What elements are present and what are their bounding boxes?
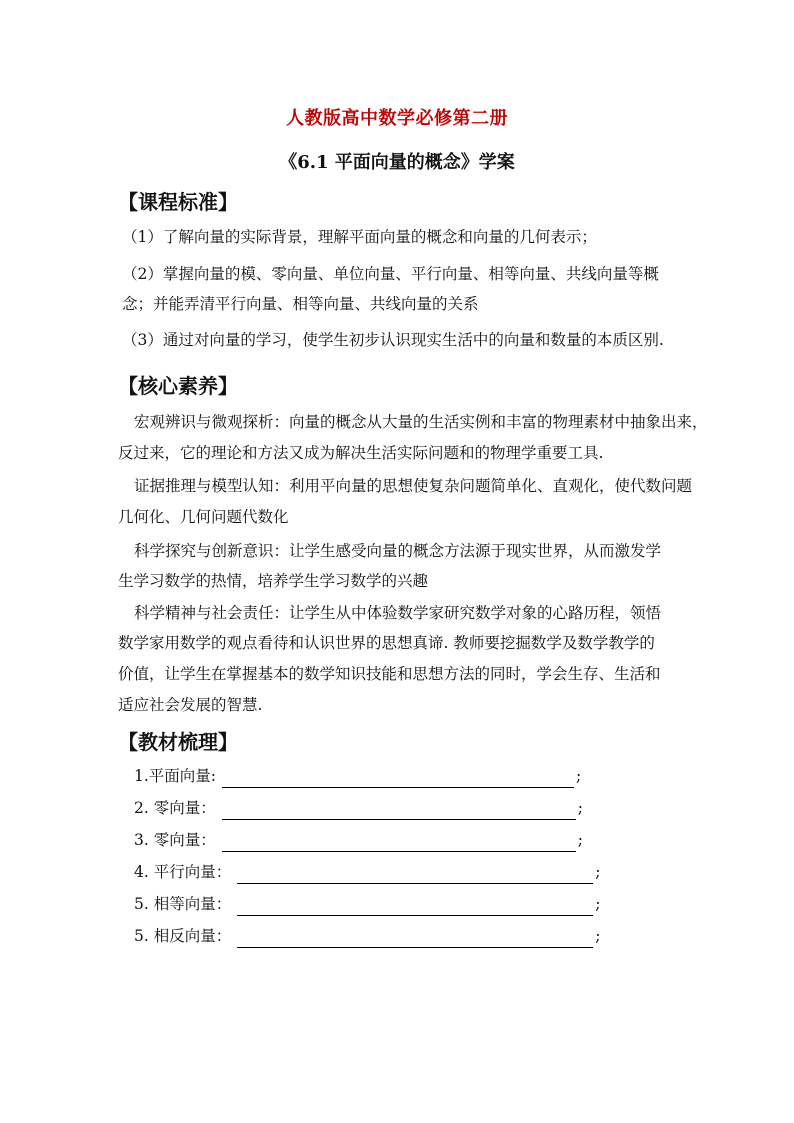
material-item-label: 1.平面向量: [134, 767, 217, 785]
literacy-line-9: 价值，让学生在掌握基本的数学知识技能和思想方法的同时，学会生存、生活和 [118, 665, 661, 683]
item-end-mark: ; [595, 863, 601, 881]
literacy-line-3: 证据推理与模型认知：利用平向量的思想使复杂问题简单化、直观化，使代数问题 [134, 477, 693, 495]
material-item-label: 2. 零向量： [134, 799, 216, 817]
standard-item-2: （2）掌握向量的模、零向量、单位向量、平行向量、相等向量、共线向量等概 [122, 265, 659, 283]
material-item-label: 5. 相等向量： [134, 895, 232, 913]
literacy-line-1: 宏观辨识与微观探析：向量的概念从大量的生活实例和丰富的物理素材中抽象出来， [134, 413, 708, 431]
material-item-5 [134, 892, 600, 916]
section-heading-standards: 【课程标准】 [118, 190, 238, 214]
material-item-label: 3. 零向量： [134, 831, 216, 849]
material-item-2 [134, 796, 583, 820]
section-heading-material: 【教材梳理】 [118, 730, 238, 754]
standard-item-3: （3）通过对向量的学习，使学生初步认识现实生活中的向量和数量的本质区别. [122, 331, 664, 349]
material-item-3 [134, 828, 583, 852]
literacy-line-5: 科学探究与创新意识：让学生感受向量的概念方法源于现实世界，从而激发学 [134, 542, 662, 560]
standard-item-2-cont: 念；并能弄清平行向量、相等向量、共线向量的关系 [122, 295, 479, 313]
fill-in-blank[interactable] [222, 769, 574, 788]
material-item-1 [134, 764, 581, 788]
literacy-line-10: 适应社会发展的智慧. [118, 696, 263, 714]
material-item-6 [134, 924, 600, 948]
literacy-line-6: 生学习数学的热情，培养学生学习数学的兴趣 [118, 572, 429, 590]
item-end-mark: ; [595, 895, 601, 913]
literacy-line-8: 数学家用数学的观点看待和认识世界的思想真谛. 教师要挖掘数学及数学教学的 [118, 634, 655, 652]
item-end-mark: ; [595, 927, 601, 945]
literacy-line-7: 科学精神与社会责任：让学生从中体验数学家研究数学对象的心路历程，领悟 [134, 604, 662, 622]
fill-in-blank[interactable] [222, 833, 576, 852]
material-item-label: 4. 平行向量： [134, 863, 232, 881]
material-item-label: 5. 相反向量： [134, 927, 232, 945]
section-heading-literacy: 【核心素养】 [118, 374, 238, 398]
fill-in-blank[interactable] [222, 801, 576, 820]
document-title: 《6.1 平面向量的概念》学案 [279, 152, 515, 173]
item-end-mark: ; [577, 831, 583, 849]
fill-in-blank[interactable] [237, 865, 593, 884]
fill-in-blank[interactable] [237, 897, 593, 916]
material-item-4 [134, 860, 600, 884]
literacy-line-4: 几何化、几何问题代数化 [118, 508, 289, 526]
fill-in-blank[interactable] [237, 929, 593, 948]
item-end-mark: ; [577, 799, 583, 817]
literacy-line-2: 反过来，它的理论和方法又成为解决生活实际问题和的物理学重要工具. [118, 444, 604, 462]
publisher-title: 人教版高中数学必修第二册 [286, 108, 508, 129]
item-end-mark: ; [576, 767, 582, 785]
standard-item-1: （1）了解向量的实际背景，理解平面向量的概念和向量的几何表示； [122, 228, 597, 246]
